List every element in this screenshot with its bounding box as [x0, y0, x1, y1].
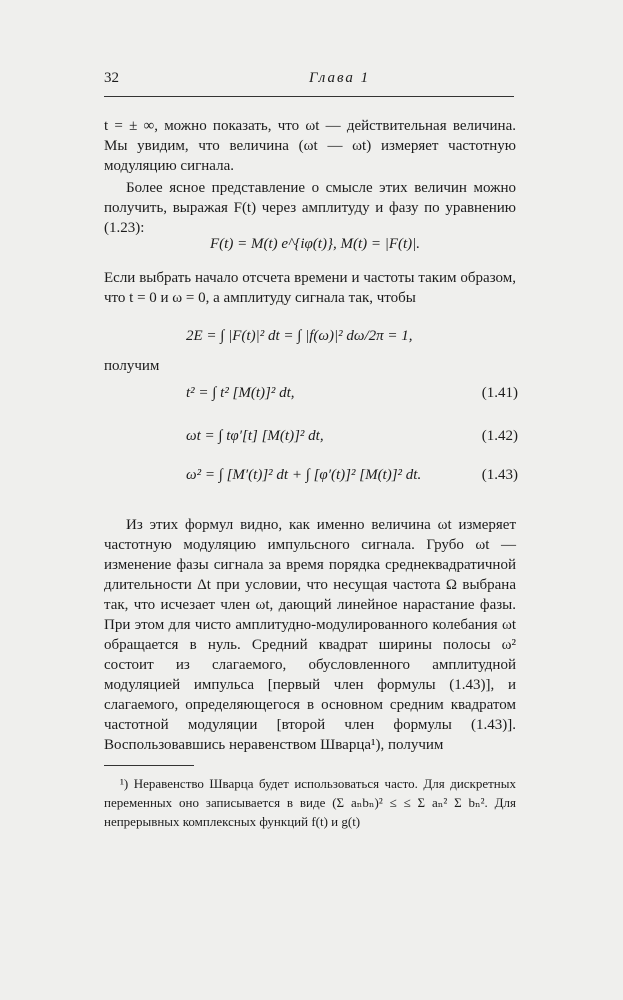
- equation-number-1-43: (1.43): [481, 467, 518, 483]
- page-number: 32: [104, 70, 119, 86]
- chapter-title: Глава 1: [309, 70, 371, 86]
- paragraph-1: t = ± ∞, можно показать, что ωt — действительная величина. Мы увидим, что величина (ωt — ωt) измеряет частотную модуляцию сигнала.: [104, 118, 516, 174]
- equation-1-43: ω² = ∫ [M′(t)]² dt + ∫ [φ′(t)]² [M(t)]² dt.: [186, 467, 422, 483]
- equation-1-41: t² = ∫ t² [M(t)]² dt,: [186, 385, 295, 401]
- paragraph-2: Более ясное представление о смысле этих величин можно получить, выражая F(t) через амплитуду и фазу по уравнению (1.23):: [104, 180, 516, 236]
- header-rule: [104, 96, 514, 97]
- equation-1-42: ωt = ∫ tφ′[t] [M(t)]² dt,: [186, 428, 324, 444]
- page-header: [104, 70, 514, 90]
- paragraph-4: получим: [104, 358, 160, 374]
- paragraph-3: Если выбрать начало отсчета времени и частоты таким образом, что t = 0 и ω = 0, а амплитуду сигнала так, чтобы: [104, 270, 516, 306]
- footnote: ¹) Неравенство Шварца будет использоваться часто. Для дискретных переменных оно записывается в виде (Σ aₙbₙ)² ≤ ≤ Σ aₙ² Σ bₙ². Для непрерывных комплексных функций f(t) и g(t): [104, 776, 516, 829]
- equation-polar-form: F(t) = M(t) e^{iφ(t)}, M(t) = |F(t)|.: [210, 236, 421, 252]
- equation-normalization: 2E = ∫ |F(t)|² dt = ∫ |f(ω)|² dω/2π = 1,: [186, 328, 413, 344]
- footnote-rule: [104, 765, 194, 766]
- equation-number-1-42: (1.42): [481, 428, 518, 444]
- equation-number-1-41: (1.41): [481, 385, 518, 401]
- paragraph-5: Из этих формул видно, как именно величина ωt измеряет частотную модуляцию импульсного сигнала. Грубо ωt — изменение фазы сигнала за время порядка среднеквадратичной длительности Δt при условии, что несущая частота Ω выбрана так, что исчезает член ωt, дающий линейное нарастание фазы. При этом для чисто амплитудно-модулированного колебания ωt обращается в нуль. Средний квадрат ширины полосы ω² состоит из слагаемого, обусловленного амплитудной модуляцией импульса [первый член формулы (1.43)], и слагаемого, определяющегося в основном средним квадратом частотной модуляции [второй член формулы (1.43)]. Воспользовавшись неравенством Шварца¹), получим: [104, 517, 516, 753]
